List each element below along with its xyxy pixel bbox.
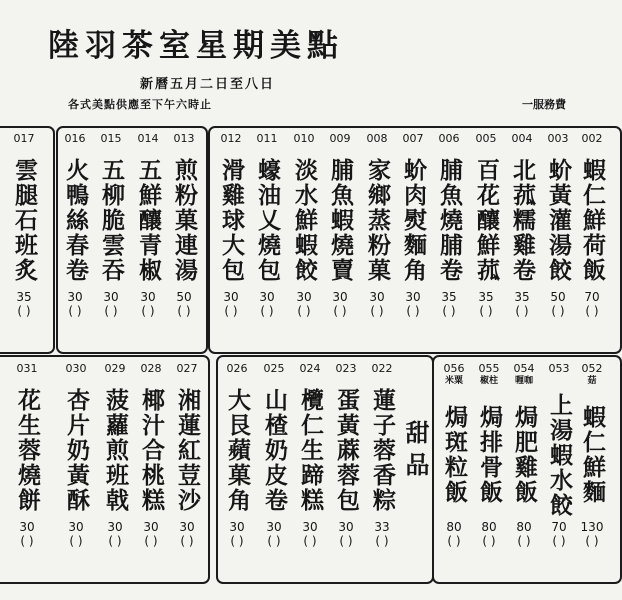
item-price: 30 [68, 520, 84, 534]
item-price: 30 [338, 520, 354, 534]
item-number: 024 [299, 362, 321, 375]
quantity-box[interactable]: ( ) [551, 304, 565, 318]
menu-item [505, 132, 539, 318]
item-name: 五柳脆雲吞 [98, 157, 125, 283]
menu-item [575, 362, 609, 548]
quantity-box[interactable]: ( ) [230, 534, 244, 548]
item-name: 山楂奶皮卷 [261, 387, 288, 513]
item-number: 031 [16, 362, 38, 375]
menu-item [58, 132, 92, 318]
item-number: 010 [293, 132, 315, 145]
quantity-box[interactable]: ( ) [442, 304, 456, 318]
item-name: 百花釀鮮菰 [473, 157, 500, 283]
item-price: 30 [296, 290, 312, 304]
item-name: 蝦仁鮮麵 [579, 405, 606, 505]
item-number: 012 [220, 132, 242, 145]
quantity-box[interactable]: ( ) [482, 534, 496, 548]
item-price: 35 [514, 290, 530, 304]
menu-item [10, 362, 44, 548]
menu-item [293, 362, 327, 548]
item-number: 054 [513, 362, 535, 375]
item-name: 菠蘿煎班戟 [102, 387, 129, 513]
item-number: 052 [581, 362, 603, 375]
item-price: 30 [259, 290, 275, 304]
quantity-box[interactable]: ( ) [517, 534, 531, 548]
item-name: 火鴨絲春卷 [62, 157, 89, 283]
item-name: 蛋黃蔴蓉包 [333, 387, 360, 513]
quantity-box[interactable]: ( ) [180, 534, 194, 548]
item-price: 35 [441, 290, 457, 304]
item-number: 025 [263, 362, 285, 375]
item-number: 053 [548, 362, 570, 375]
quantity-box[interactable]: ( ) [303, 534, 317, 548]
item-price: 30 [179, 520, 195, 534]
item-price: 80 [516, 520, 532, 534]
item-price: 70 [584, 290, 600, 304]
item-number: 011 [256, 132, 278, 145]
date-range: 新曆五月二日至八日 [140, 77, 276, 92]
menu-item [432, 132, 466, 318]
menu-item [98, 362, 132, 548]
item-name: 雲腿石班炙 [11, 157, 38, 283]
item-name: 欖仁生蹄糕 [297, 387, 324, 513]
item-number: 004 [511, 132, 533, 145]
item-price: 80 [481, 520, 497, 534]
quantity-box[interactable]: ( ) [585, 534, 599, 548]
item-price: 35 [478, 290, 494, 304]
menu-item [396, 132, 430, 318]
quantity-box[interactable]: ( ) [375, 534, 389, 548]
quantity-box[interactable]: ( ) [479, 304, 493, 318]
item-price: 30 [19, 520, 35, 534]
item-name: 焗肥雞飯 [511, 405, 538, 505]
item-name: 花生蓉燒餅 [14, 387, 41, 513]
item-price: 30 [107, 520, 123, 534]
item-number: 055 [478, 362, 500, 375]
item-name: 上湯蝦水餃 [546, 392, 573, 518]
item-number: 008 [366, 132, 388, 145]
quantity-box[interactable]: ( ) [585, 304, 599, 318]
item-name: 煎粉菓連湯 [171, 157, 198, 283]
menu-item [7, 132, 41, 318]
item-price: 30 [266, 520, 282, 534]
quantity-box[interactable]: ( ) [447, 534, 461, 548]
item-name: 北菰糯雞卷 [509, 157, 536, 283]
menu-item [323, 132, 357, 318]
menu-item [250, 132, 284, 318]
item-price: 30 [140, 290, 156, 304]
item-price: 30 [223, 290, 239, 304]
menu-item [94, 132, 128, 318]
menu-item [131, 132, 165, 318]
dessert-label: 甜品 [401, 420, 430, 484]
item-number: 007 [402, 132, 424, 145]
item-name: 蓮子蓉香粽 [369, 387, 396, 513]
item-name: 家鄉蒸粉菓 [364, 157, 391, 283]
item-number: 028 [140, 362, 162, 375]
quantity-box[interactable]: ( ) [333, 304, 347, 318]
item-price: 50 [550, 290, 566, 304]
item-number: 027 [176, 362, 198, 375]
item-price: 30 [405, 290, 421, 304]
menu-item [329, 362, 363, 548]
item-price: 70 [551, 520, 567, 534]
quantity-box[interactable]: ( ) [260, 304, 274, 318]
item-name: 滑雞球大包 [218, 157, 245, 283]
item-name: 蚧肉熨麵角 [400, 157, 427, 283]
menu-item [59, 362, 93, 548]
item-price: 130 [580, 520, 604, 534]
item-name: 脯魚蝦燒賣 [327, 157, 354, 283]
item-name: 焗斑粒飯 [441, 405, 468, 505]
item-number: 023 [335, 362, 357, 375]
item-name: 淡水鮮蝦餃 [291, 157, 318, 283]
menu-item [170, 362, 204, 548]
item-price: 30 [369, 290, 385, 304]
item-number: 002 [581, 132, 603, 145]
item-number: 013 [173, 132, 195, 145]
service-charge-note: 一服務費 [522, 98, 566, 111]
quantity-box[interactable]: ( ) [339, 534, 353, 548]
quantity-box[interactable]: ( ) [370, 304, 384, 318]
item-name: 椰汁合桃糕 [138, 387, 165, 513]
item-name: 大艮蘋菓角 [224, 387, 251, 513]
item-number: 030 [65, 362, 87, 375]
quantity-box[interactable]: ( ) [108, 534, 122, 548]
item-number: 003 [547, 132, 569, 145]
item-name: 蠔油乂燒包 [254, 157, 281, 283]
item-name: 五鮮釀青椒 [135, 157, 162, 283]
menu-item [167, 132, 201, 318]
item-name: 焗排骨飯 [476, 405, 503, 505]
item-name: 杏片奶黃酥 [63, 387, 90, 513]
quantity-box[interactable]: ( ) [224, 304, 238, 318]
quantity-box[interactable]: ( ) [515, 304, 529, 318]
menu-item [214, 132, 248, 318]
item-number: 026 [226, 362, 248, 375]
item-number: 029 [104, 362, 126, 375]
item-tag: 椒柱 [479, 376, 498, 386]
menu-item [220, 362, 254, 548]
quantity-box[interactable]: ( ) [552, 534, 566, 548]
menu-item [365, 362, 399, 548]
item-number: 056 [443, 362, 465, 375]
item-number: 015 [100, 132, 122, 145]
item-tag: 菇 [587, 376, 597, 386]
item-name: 蚧黃灌湯餃 [545, 157, 572, 283]
item-price: 30 [302, 520, 318, 534]
quantity-box[interactable]: ( ) [297, 304, 311, 318]
item-number: 022 [371, 362, 393, 375]
item-price: 30 [103, 290, 119, 304]
quantity-box[interactable]: ( ) [141, 304, 155, 318]
item-number: 009 [329, 132, 351, 145]
item-name: 湘蓮紅荳沙 [174, 387, 201, 513]
quantity-box[interactable]: ( ) [17, 304, 31, 318]
quantity-box[interactable]: ( ) [267, 534, 281, 548]
item-price: 33 [374, 520, 390, 534]
item-price: 50 [176, 290, 192, 304]
item-price: 35 [16, 290, 32, 304]
item-price: 30 [143, 520, 159, 534]
quantity-box[interactable]: ( ) [20, 534, 34, 548]
item-tag [542, 376, 576, 386]
menu-item [472, 362, 506, 548]
item-number: 005 [475, 132, 497, 145]
menu-item [287, 132, 321, 318]
quantity-box[interactable]: ( ) [177, 304, 191, 318]
item-number: 006 [438, 132, 460, 145]
menu-item [360, 132, 394, 318]
menu-item [134, 362, 168, 548]
menu-item [575, 132, 609, 318]
item-name: 蝦仁鮮荷飯 [579, 157, 606, 283]
item-number: 016 [64, 132, 86, 145]
item-tag: 喱咖 [514, 376, 533, 386]
item-number: 014 [137, 132, 159, 145]
item-name: 脯魚燒脯卷 [436, 157, 463, 283]
quantity-box[interactable]: ( ) [68, 304, 82, 318]
menu-item [469, 132, 503, 318]
menu-item [437, 362, 471, 548]
menu-item [541, 132, 575, 318]
quantity-box[interactable]: ( ) [69, 534, 83, 548]
item-price: 80 [446, 520, 462, 534]
item-number: 017 [13, 132, 35, 145]
menu-item [542, 362, 576, 548]
menu-item [257, 362, 291, 548]
page-title: 陸羽茶室星期美點 [48, 28, 344, 64]
quantity-box[interactable]: ( ) [104, 304, 118, 318]
quantity-box[interactable]: ( ) [406, 304, 420, 318]
item-price: 30 [332, 290, 348, 304]
quantity-box[interactable]: ( ) [144, 534, 158, 548]
item-price: 30 [67, 290, 83, 304]
menu-item [507, 362, 541, 548]
serving-hours-note: 各式美點供應至下午六時止 [68, 98, 212, 111]
item-price: 30 [229, 520, 245, 534]
item-tag: 米粟 [444, 376, 463, 386]
